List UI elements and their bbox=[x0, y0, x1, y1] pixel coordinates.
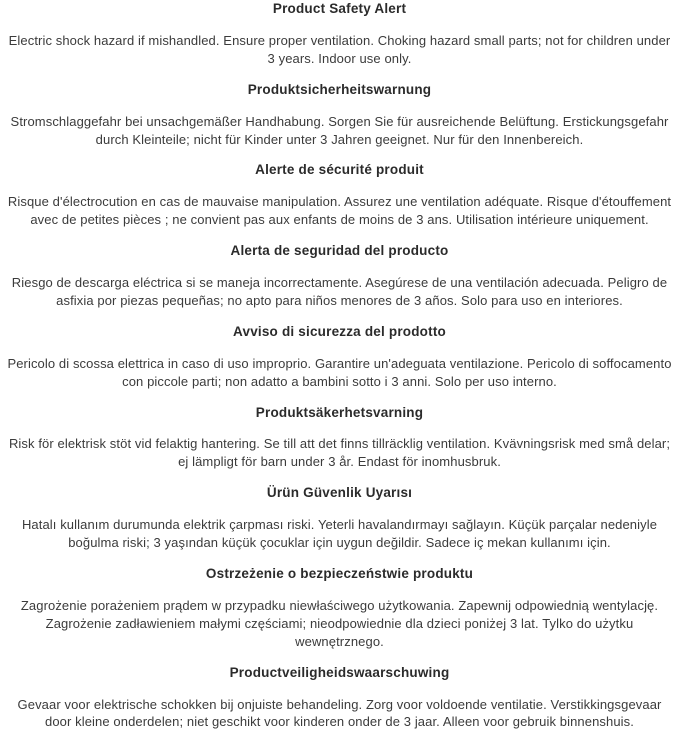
safety-alert-section-de bbox=[5, 83, 674, 149]
alert-body-es: Riesgo de descarga eléctrica si se maneja incorrectamente. Asegúrese de una ventilación adecuada. Peligro de asfixia por piezas pequeñas; no apto para niños menores de 3 años. Solo para uso en interiores. bbox=[11, 275, 668, 308]
safety-alert-section-en bbox=[5, 2, 674, 68]
alert-heading-tr: Ürün Güvenlik Uyarısı bbox=[266, 485, 413, 501]
alert-heading-sv: Produktsäkerhetsvarning bbox=[255, 404, 424, 420]
alert-heading-nl: Productveiligheidswaarschuwing bbox=[229, 664, 450, 680]
safety-alert-section-it bbox=[5, 325, 674, 391]
safety-alert-section-fr bbox=[5, 163, 674, 229]
alert-heading-fr: Alerte de sécurité produit bbox=[255, 162, 424, 178]
alert-heading-en: Product Safety Alert bbox=[272, 1, 407, 16]
alert-heading-pl: Ostrzeżenie o bezpieczeństwie produktu bbox=[205, 566, 474, 582]
alert-body-fr: Risque d'électrocution en cas de mauvaise manipulation. Assurez une ventilation adéquate. Risque d'étouffement avec de petites pièces ; ne convient pas aux enfants de moins de 3 ans. Utilisation intérieure uniquement. bbox=[7, 194, 672, 228]
safety-alert-section-es bbox=[5, 244, 674, 310]
alert-body-en: Electric shock hazard if mishandled. Ensure proper ventilation. Choking hazard small parts; not for children under 3 years. Indoor use only. bbox=[8, 32, 671, 66]
safety-alert-section-nl bbox=[5, 666, 674, 731]
alert-body-sv: Risk för elektrisk stöt vid felaktig hantering. Se till att det finns tillräcklig ventilation. Kvävningsrisk med små delar; ej lämpligt för barn under 3 år. Endast för inomhusbruk. bbox=[8, 436, 671, 470]
alert-heading-it: Avviso di sicurezza del prodotto bbox=[233, 323, 446, 339]
alert-body-tr: Hatalı kullanım durumunda elektrik çarpması riski. Yeterli havalandırmayı sağlayın. Küçük parçalar nedeniyle boğulma riski; 3 yaşından küçük çocuklar için uygun değildir. Sadece iç mekan kullanımı için. bbox=[21, 517, 658, 551]
safety-alert-section-sv bbox=[5, 406, 674, 472]
alert-body-de: Stromschlaggefahr bei unsachgemäßer Handhabung. Sorgen Sie für ausreichende Belüftung. Erstickungsgefahr durch Kleinteile; nicht für Kinder unter 3 Jahren geeignet. Nur für den Innenbereich. bbox=[10, 113, 669, 147]
alert-heading-de: Produktsicherheitswarnung bbox=[247, 81, 432, 97]
safety-alert-section-tr bbox=[5, 486, 674, 552]
safety-alert-section-pl bbox=[5, 567, 674, 651]
alert-heading-es: Alerta de seguridad del producto bbox=[230, 243, 449, 259]
alert-body-pl: Zagrożenie porażeniem prądem w przypadku niewłaściwego użytkowania. Zapewnij odpowiednią wentylację. Zagrożenie zadławieniem małymi częściami; nieodpowiednie dla dzieci poniżej 3 lat. Tylko do użytku wewnętrznego. bbox=[20, 597, 659, 649]
alert-body-it: Pericolo di scossa elettrica in caso di uso improprio. Garantire un'adeguata ventilazione. Pericolo di soffocamento con piccole parti; non adatto a bambini sotto i 3 anni. Solo per uso interno. bbox=[7, 355, 672, 389]
alert-body-nl: Gevaar voor elektrische schokken bij onjuiste behandeling. Zorg voor voldoende ventilatie. Verstikkingsgevaar door kleine onderdelen; niet geschikt voor kinderen onder de 3 jaar. Alleen voor gebruik binnenshuis. bbox=[17, 696, 662, 730]
